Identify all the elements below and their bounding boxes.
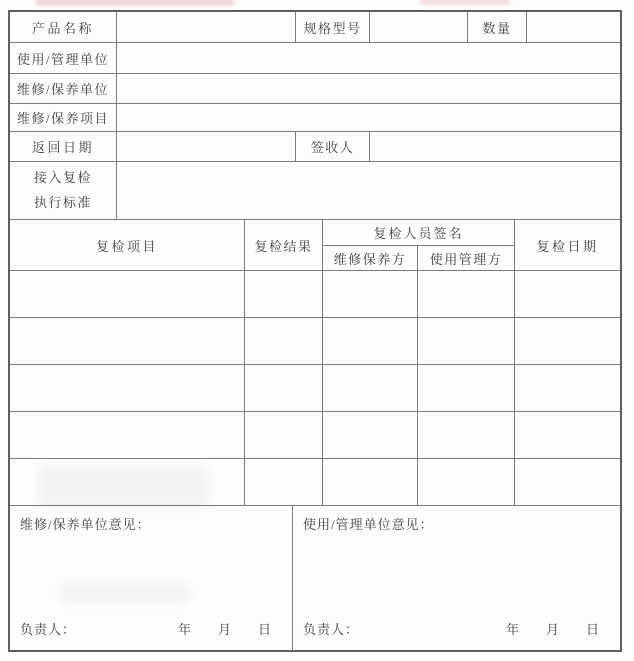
use-unit-row (10, 43, 620, 74)
repair-unit-label: 维修/保养单位 (10, 74, 117, 103)
use-unit-sign-line (303, 619, 610, 638)
sign-repair-party-header: 维修保养方 (323, 246, 418, 270)
recheck-sign-group-header: 复检人员签名 (323, 220, 514, 246)
sign-repair-party-cell[interactable] (323, 271, 418, 317)
person-in-charge-label: 负责人： (20, 622, 77, 637)
signee-label: 签收人 (296, 132, 370, 161)
sign-use-party-cell[interactable] (418, 459, 515, 505)
scan-artifact (420, 0, 510, 4)
return-date-field[interactable] (117, 132, 296, 161)
use-unit-label: 使用/管理单位 (10, 43, 117, 73)
recheck-table-header (10, 220, 620, 271)
recheck-item-header: 复检项目 (10, 220, 245, 270)
product-name-field[interactable] (117, 12, 296, 42)
year-label: 年 (177, 622, 192, 637)
recheck-result-cell[interactable] (245, 271, 323, 317)
return-date-label: 返回日期 (10, 132, 117, 161)
recheck-date-cell[interactable] (515, 271, 620, 317)
recheck-standard-label-line2: 执行标准 (33, 194, 92, 210)
recheck-result-cell[interactable] (245, 459, 323, 505)
month-label: 月 (217, 622, 232, 637)
person-in-charge-label: 负责人： (303, 622, 360, 637)
recheck-date-cell[interactable] (515, 365, 620, 411)
quantity-field[interactable] (527, 12, 620, 42)
product-name-label: 产品名称 (10, 12, 117, 42)
spec-model-label: 规格型号 (296, 12, 370, 42)
recheck-date-cell[interactable] (515, 412, 620, 458)
recheck-result-cell[interactable] (245, 318, 323, 364)
recheck-empty-row (10, 412, 620, 459)
use-unit-opinion-cell[interactable] (293, 506, 620, 650)
recheck-empty-row (10, 318, 620, 365)
repair-unit-row (10, 74, 620, 104)
date-line (178, 619, 282, 638)
quantity-label: 数量 (468, 12, 527, 42)
day-label: 日 (585, 622, 600, 637)
use-unit-opinion-label: 使用/管理单位意见： (303, 517, 434, 532)
recheck-empty-row (10, 271, 620, 318)
sign-repair-party-cell[interactable] (323, 365, 418, 411)
recheck-sign-group (323, 220, 515, 270)
sign-repair-party-cell[interactable] (323, 459, 418, 505)
recheck-standard-label (10, 162, 117, 219)
scan-artifact (35, 0, 235, 5)
return-date-row (10, 132, 620, 162)
sign-use-party-cell[interactable] (418, 271, 515, 317)
repair-unit-field[interactable] (117, 74, 620, 103)
use-unit-field[interactable] (117, 43, 620, 73)
recheck-sign-subheaders (323, 246, 514, 270)
product-row (10, 12, 620, 43)
opinion-section (10, 506, 620, 650)
recheck-result-cell[interactable] (245, 412, 323, 458)
sign-repair-party-cell[interactable] (323, 318, 418, 364)
recheck-item-cell[interactable] (10, 271, 245, 317)
repair-unit-opinion-cell[interactable] (10, 506, 293, 650)
reinspection-form-table (8, 10, 622, 652)
sign-use-party-header: 使用管理方 (429, 251, 503, 267)
repair-unit-sign-line (20, 619, 282, 638)
repair-items-field[interactable] (117, 104, 620, 131)
recheck-date-header: 复检日期 (536, 238, 599, 254)
signee-field[interactable] (370, 132, 620, 161)
recheck-item-cell[interactable] (10, 318, 245, 364)
date-line (506, 619, 610, 638)
year-label: 年 (505, 622, 520, 637)
month-label: 月 (545, 622, 560, 637)
recheck-empty-row (10, 365, 620, 412)
repair-items-label: 维修/保养项目 (10, 104, 117, 131)
repair-unit-opinion-label: 维修/保养单位意见： (20, 517, 151, 532)
sign-use-party-cell[interactable] (418, 318, 515, 364)
recheck-date-cell[interactable] (515, 318, 620, 364)
spec-model-field[interactable] (370, 12, 468, 42)
sign-use-party-cell[interactable] (418, 412, 515, 458)
recheck-item-cell[interactable] (10, 412, 245, 458)
recheck-result-header: 复检结果 (245, 220, 323, 270)
recheck-result-cell[interactable] (245, 365, 323, 411)
recheck-standard-label-line1: 接入复检 (33, 170, 92, 186)
day-label: 日 (257, 622, 272, 637)
recheck-standard-row (10, 162, 620, 220)
recheck-date-cell[interactable] (515, 459, 620, 505)
recheck-standard-field[interactable] (117, 162, 620, 219)
sign-use-party-cell[interactable] (418, 365, 515, 411)
sign-repair-party-cell[interactable] (323, 412, 418, 458)
recheck-empty-row (10, 459, 620, 506)
recheck-item-cell[interactable] (10, 459, 245, 505)
recheck-item-cell[interactable] (10, 365, 245, 411)
repair-items-row (10, 104, 620, 132)
